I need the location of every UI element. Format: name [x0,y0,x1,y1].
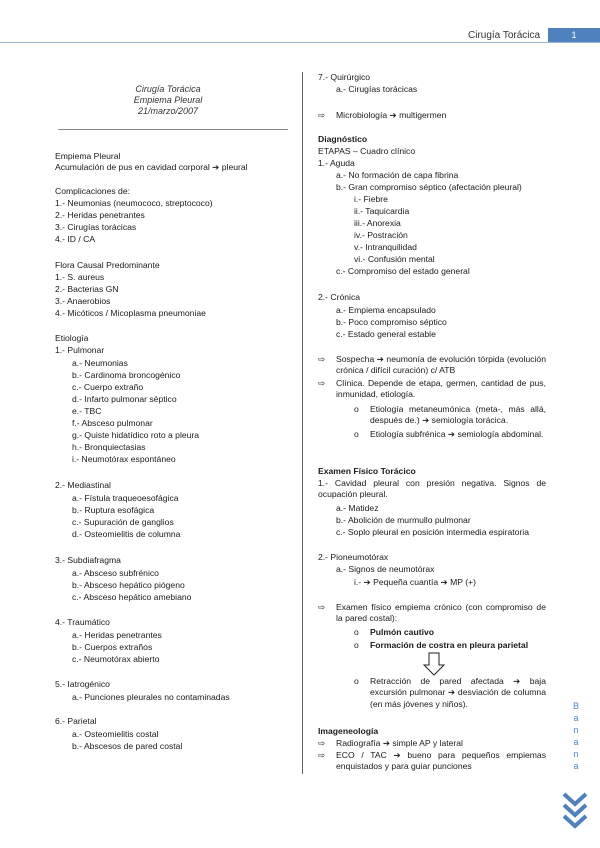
list-item: c.- Supuración de ganglios [72,517,174,527]
list-item: i.- Fiebre [354,194,388,204]
chevrons-down-icon [562,790,588,830]
comp-title: Complicaciones de: [55,186,130,196]
circle-bullet-icon: o [354,640,359,650]
list-item: f.- Absceso pulmonar [72,418,153,428]
list-item: 1.- S. aureus [55,272,105,282]
list-item: i.- ➔ Pequeña cuantía ➔ MP (+) [354,577,476,587]
section-heading: 1.- Aguda [318,158,355,168]
bold-item: Formación de costra en pleura parietal [370,640,529,650]
section-heading: 6.- Parietal [55,716,97,726]
cover-title: Cirugía Torácica [135,84,201,94]
list-item: a.- Fístula traqueoesofágica [72,493,179,503]
arrow-bullet-icon: ⇨ [318,110,326,120]
list-item: iv.- Postración [354,230,408,240]
list-item: b.- Poco compromiso séptico [336,317,447,327]
etio-title: Etiología [55,333,89,343]
clinica-sub-item: Etiología subfrénica ➔ semiología abdominal. [370,429,544,439]
circle-bullet-icon: o [354,429,359,439]
def-text: Acumulación de pus en cavidad corporal ➔ pleural [55,162,248,172]
clinica-sub-item: Etiología metaneumónica (meta-, más allá, después de.) ➔ semiología torácica. [370,404,546,426]
list-item: vi.- Confusión mental [354,254,435,264]
def-title: Empiema Pleural [55,151,121,161]
list-item: a.- Matidez [336,503,379,513]
list-item: b.- Cardinoma broncogénico [72,370,181,380]
column-divider [302,72,303,774]
sospecha-text: Sospecha ➔ neumonía de evolución tórpida (evolución crónica / difícil curación) c/ ATB [336,354,546,376]
list-item: c.- Estado general estable [336,329,436,339]
list-item: i.- Neumotórax espontáneo [72,454,176,464]
list-item: b.- Abolición de murmullo pulmonar [336,515,471,525]
list-item: a.- Heridas penetrantes [72,630,162,640]
list-item: h.- Bronquiectasias [72,442,146,452]
cover-subtitle: Empiema Pleural [133,95,203,105]
list-item: Radiografía ➔ simple AP y lateral [336,738,463,748]
list-item: c.- Soplo pleural en posición intermedia espiratoria [336,527,529,537]
list-item: b.- Gran compromiso séptico (afectación pleural) [336,182,522,192]
etapas-text: ETAPAS – Cuadro clínico [318,146,416,156]
circle-bullet-icon: o [354,676,359,686]
list-item: 3.- Anaerobios [55,296,111,306]
list-item: b.- Absceso hepático piógeno [72,580,185,590]
diag-title: Diagnóstico [318,134,368,144]
img-title: Imageneología [318,726,379,736]
circle-bullet-icon: o [354,404,359,414]
list-item: 4.- ID / CA [55,234,96,244]
list-item: a.- Neumonias [72,358,128,368]
bold-item: Pulmón cautivo [370,627,434,637]
list-item: iii.- Anorexia [354,218,401,228]
exam-item: 1.- Cavidad pleural con presión negativa. Signos de ocupación pleural. [318,478,546,500]
exam-title: Examen Físico Torácico [318,466,416,476]
list-item: a.- No formación de capa fibrina [336,170,459,180]
circle-bullet-icon: o [354,627,359,637]
list-item: 2.- Bacterias GN [55,284,119,294]
list-item: a.- Cirugías torácicas [336,84,418,94]
retraccion-text: Retracción de pared afectada ➔ baja excursión pulmonar ➔ desviación de columna (en más jóvenes y niños). [370,676,546,709]
list-item: 3.- Cirugías torácicas [55,222,137,232]
list-item: c.- Compromiso del estado general [336,266,470,276]
arrow-bullet-icon: ⇨ [318,738,326,748]
list-item: a.- Empiema encapsulado [336,305,436,315]
section-heading: 2.- Crónica [318,292,361,302]
arrow-bullet-icon: ⇨ [318,602,326,612]
cover-date: 21/marzo/2007 [137,106,199,116]
list-item: a.- Punciones pleurales no contaminadas [72,692,230,702]
list-item: a.- Absceso subfrénico [72,568,159,578]
cover-rule [58,129,288,130]
list-item: c.- Absceso hepático amebiano [72,592,192,602]
list-item: a.- Osteomielitis costal [72,729,159,739]
list-item: d.- Osteomielitis de columna [72,529,181,539]
list-item: d.- Infarto pulmonar séptico [72,394,177,404]
arrow-bullet-icon: ⇨ [318,378,326,388]
list-item: c.- Cuerpo extraño [72,382,144,392]
page-number: 1 [548,28,600,42]
list-item: ECO / TAC ➔ bueno para pequeños empiemas enquistados y para guiar punciones [336,750,546,772]
header-rule [0,42,600,43]
list-item: 1.- Neumonias (neumococo, streptococo) [55,198,213,208]
list-item: b.- Abscesos de pared costal [72,741,183,751]
list-item: a.- Signos de neumotórax [336,564,435,574]
list-item: 4.- Micóticos / Micoplasma pneumoniae [55,308,206,318]
cronico-text: Examen físico empiema crónico (con compromiso de la pared costal): [336,602,546,624]
list-item: e.- TBC [72,406,102,416]
section-heading: 5.- Iatrogénico [55,679,110,689]
list-item: c.- Neumotórax abierto [72,654,160,664]
section-heading: 2.- Mediastinal [55,480,111,490]
arrow-bullet-icon: ⇨ [318,354,326,364]
list-item: ii.- Taquicardia [354,206,410,216]
list-item: b.- Cuerpos extraños [72,642,153,652]
clinica-text: Clínica. Depende de etapa, germen, cantidad de pus, inmunidad, etiología. [336,378,546,400]
section-heading: 7.- Quirúrgico [318,72,371,82]
down-arrow-icon [422,652,446,676]
section-heading: 4.- Traumático [55,617,110,627]
section-heading: 1.- Pulmonar [55,345,105,355]
micro-text: Microbiología ➔ multigermen [336,110,447,120]
list-item: 2.- Heridas penetrantes [55,210,145,220]
list-item: g.- Quiste hidatídico roto a pleura [72,430,200,440]
list-item: v.- Intranquilidad [354,242,417,252]
side-brand: B a n a n a [572,701,579,771]
section-heading: 2.- Pioneumotórax [318,552,389,562]
section-heading: 3.- Subdiafragma [55,555,121,565]
list-item: b.- Ruptura esofágica [72,505,155,515]
arrow-bullet-icon: ⇨ [318,750,326,760]
header-title: Cirugía Torácica [468,30,541,41]
flora-title: Flora Causal Predominante [55,260,160,270]
